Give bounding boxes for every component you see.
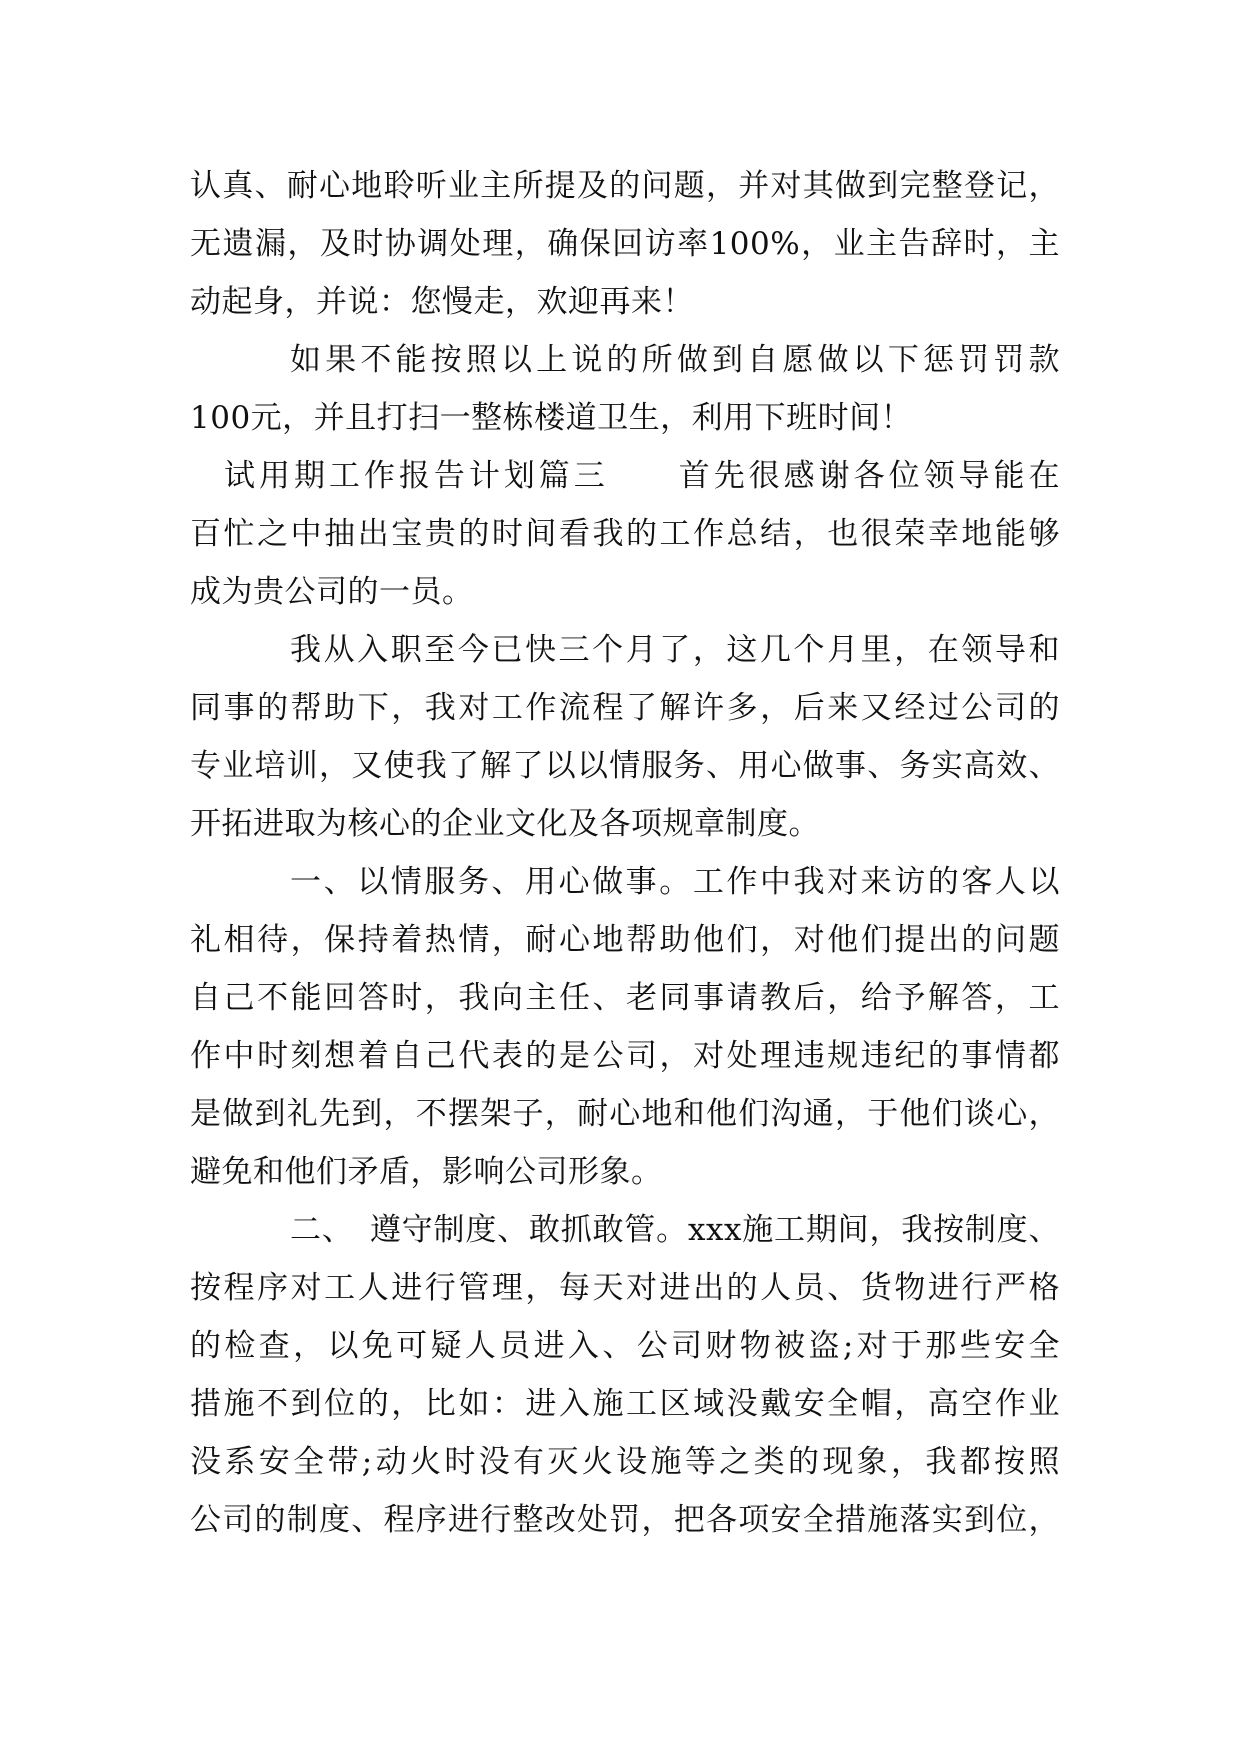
text-line: 动起身，并说：您慢走，欢迎再来！ [190,284,694,320]
text-line: 成为贵公司的一员。 [190,574,474,610]
text-line: 二、 遵守制度、敢抓敢管。xxx施工期间，我按制度、 [290,1212,1060,1248]
text-line: 无遗漏，及时协调处理，确保回访率100%，业主告辞时，主 [190,226,1060,262]
text-line: 自己不能回答时，我向主任、老同事请教后，给予解答，工 [190,980,1060,1016]
text-line: 按程序对工人进行管理，每天对进出的人员、货物进行严格 [190,1270,1060,1306]
text-line: 开拓进取为核心的企业文化及各项规章制度。 [190,806,820,842]
text-line: 没系安全带;动火时没有灭火设施等之类的现象，我都按照 [190,1444,1060,1480]
text-line: 礼相待，保持着热情，耐心地帮助他们，对他们提出的问题 [190,922,1060,958]
text-line: 同事的帮助下，我对工作流程了解许多，后来又经过公司的 [190,690,1060,726]
text-line: 作中时刻想着自己代表的是公司，对处理违规违纪的事情都 [190,1038,1060,1074]
section-heading-line: 试用期工作报告计划篇三 首先很感谢各位领导能在 [224,458,1060,494]
text-line: 我从入职至今已快三个月了，这几个月里，在领导和 [290,632,1060,668]
text-line: 百忙之中抽出宝贵的时间看我的工作总结，也很荣幸地能够 [190,516,1060,552]
text-line: 是做到礼先到，不摆架子，耐心地和他们沟通，于他们谈心， [190,1096,1060,1132]
text-line: 认真、耐心地聆听业主所提及的问题，并对其做到完整登记， [190,168,1060,204]
text-line: 如果不能按照以上说的所做到自愿做以下惩罚罚款 [290,342,1060,378]
text-line: 专业培训，又使我了解了以以情服务、用心做事、务实高效、 [190,748,1060,784]
text-line: 措施不到位的，比如：进入施工区域没戴安全帽，高空作业 [190,1386,1060,1422]
text-line: 避免和他们矛盾，影响公司形象。 [190,1154,663,1190]
text-line: 的检查，以免可疑人员进入、公司财物被盗;对于那些安全 [190,1328,1060,1364]
text-line: 100元，并且打扫一整栋楼道卫生，利用下班时间！ [190,400,913,436]
document-body [190,157,1060,1549]
text-line: 一、以情服务、用心做事。工作中我对来访的客人以 [290,864,1060,900]
text-line: 公司的制度、程序进行整改处罚，把各项安全措施落实到位， [190,1502,1060,1538]
